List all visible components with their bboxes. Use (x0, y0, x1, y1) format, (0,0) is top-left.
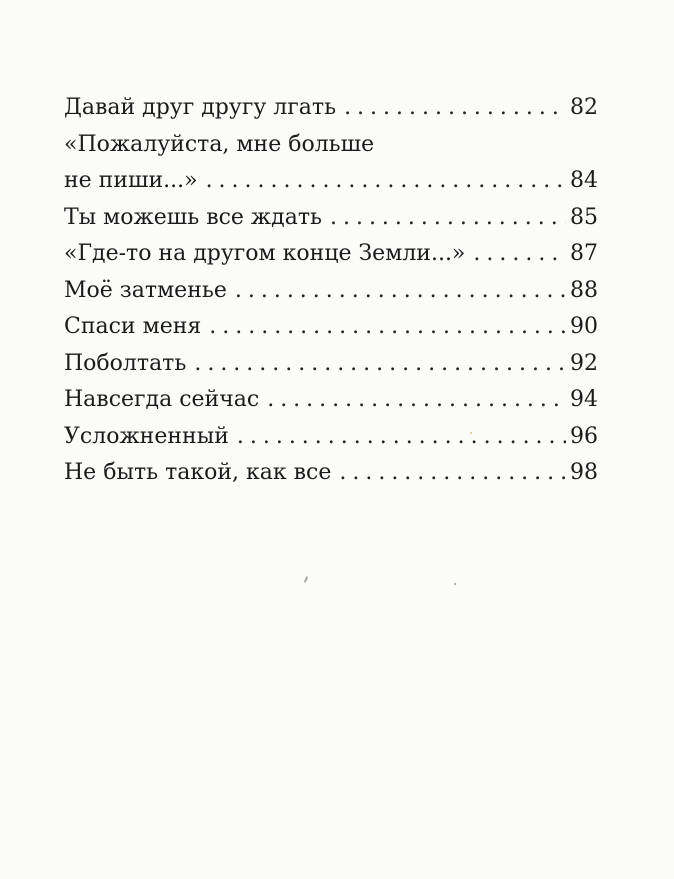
leader-dots (344, 90, 566, 127)
toc-entry-page: 96 (570, 423, 598, 449)
paper-speck (454, 583, 456, 585)
toc-entry-page: 84 (570, 168, 598, 193)
table-of-contents (64, 90, 598, 492)
toc-entry-page: 82 (570, 95, 598, 120)
toc-entry-page: 85 (570, 204, 598, 230)
toc-entry-title: Давай друг другу лгать (64, 95, 337, 120)
toc-entry (64, 455, 598, 492)
leader-dots (194, 346, 566, 383)
toc-entry-page: 88 (570, 277, 598, 303)
toc-entry-title: Спаси меня (64, 314, 202, 339)
toc-entry (64, 163, 598, 200)
paper-speck (470, 432, 472, 434)
toc-entry-title: Не быть такой, как все (64, 460, 332, 485)
leader-dots (330, 200, 566, 237)
toc-entry-page: 92 (570, 350, 598, 376)
toc-entry-title: «Где-то на другом конце Земли...» (64, 241, 466, 266)
toc-entry-page: 87 (570, 241, 598, 266)
toc-entry-title: не пиши...» (64, 168, 198, 193)
toc-entry-title: Усложненный (64, 423, 229, 449)
toc-entry-page: 94 (570, 387, 598, 412)
toc-entry (64, 200, 598, 237)
leader-dots (206, 163, 566, 200)
leader-dots (237, 419, 566, 456)
leader-dots (267, 382, 566, 419)
toc-entry (64, 419, 598, 456)
leader-dots (473, 236, 566, 273)
toc-entry (64, 309, 598, 346)
toc-entry-page: 98 (570, 460, 598, 485)
toc-entry-title: Ты можешь все ждать (64, 204, 322, 230)
toc-entry-title: Поболтать (64, 350, 187, 376)
toc-entry-title: Навсегда сейчас (64, 387, 260, 412)
toc-entry (64, 273, 598, 310)
toc-entry-page: 90 (570, 314, 598, 339)
toc-entry (64, 382, 598, 419)
paper-speck (304, 576, 309, 583)
leader-dots (235, 273, 566, 310)
toc-entry-title: «Пожалуйста, мне больше (64, 131, 375, 157)
toc-entry (64, 346, 598, 383)
toc-entry-title: Моё затменье (64, 277, 227, 303)
leader-dots (209, 309, 566, 346)
leader-dots (339, 455, 566, 492)
toc-entry (64, 90, 598, 127)
toc-entry (64, 236, 598, 273)
toc-entry (64, 127, 598, 164)
